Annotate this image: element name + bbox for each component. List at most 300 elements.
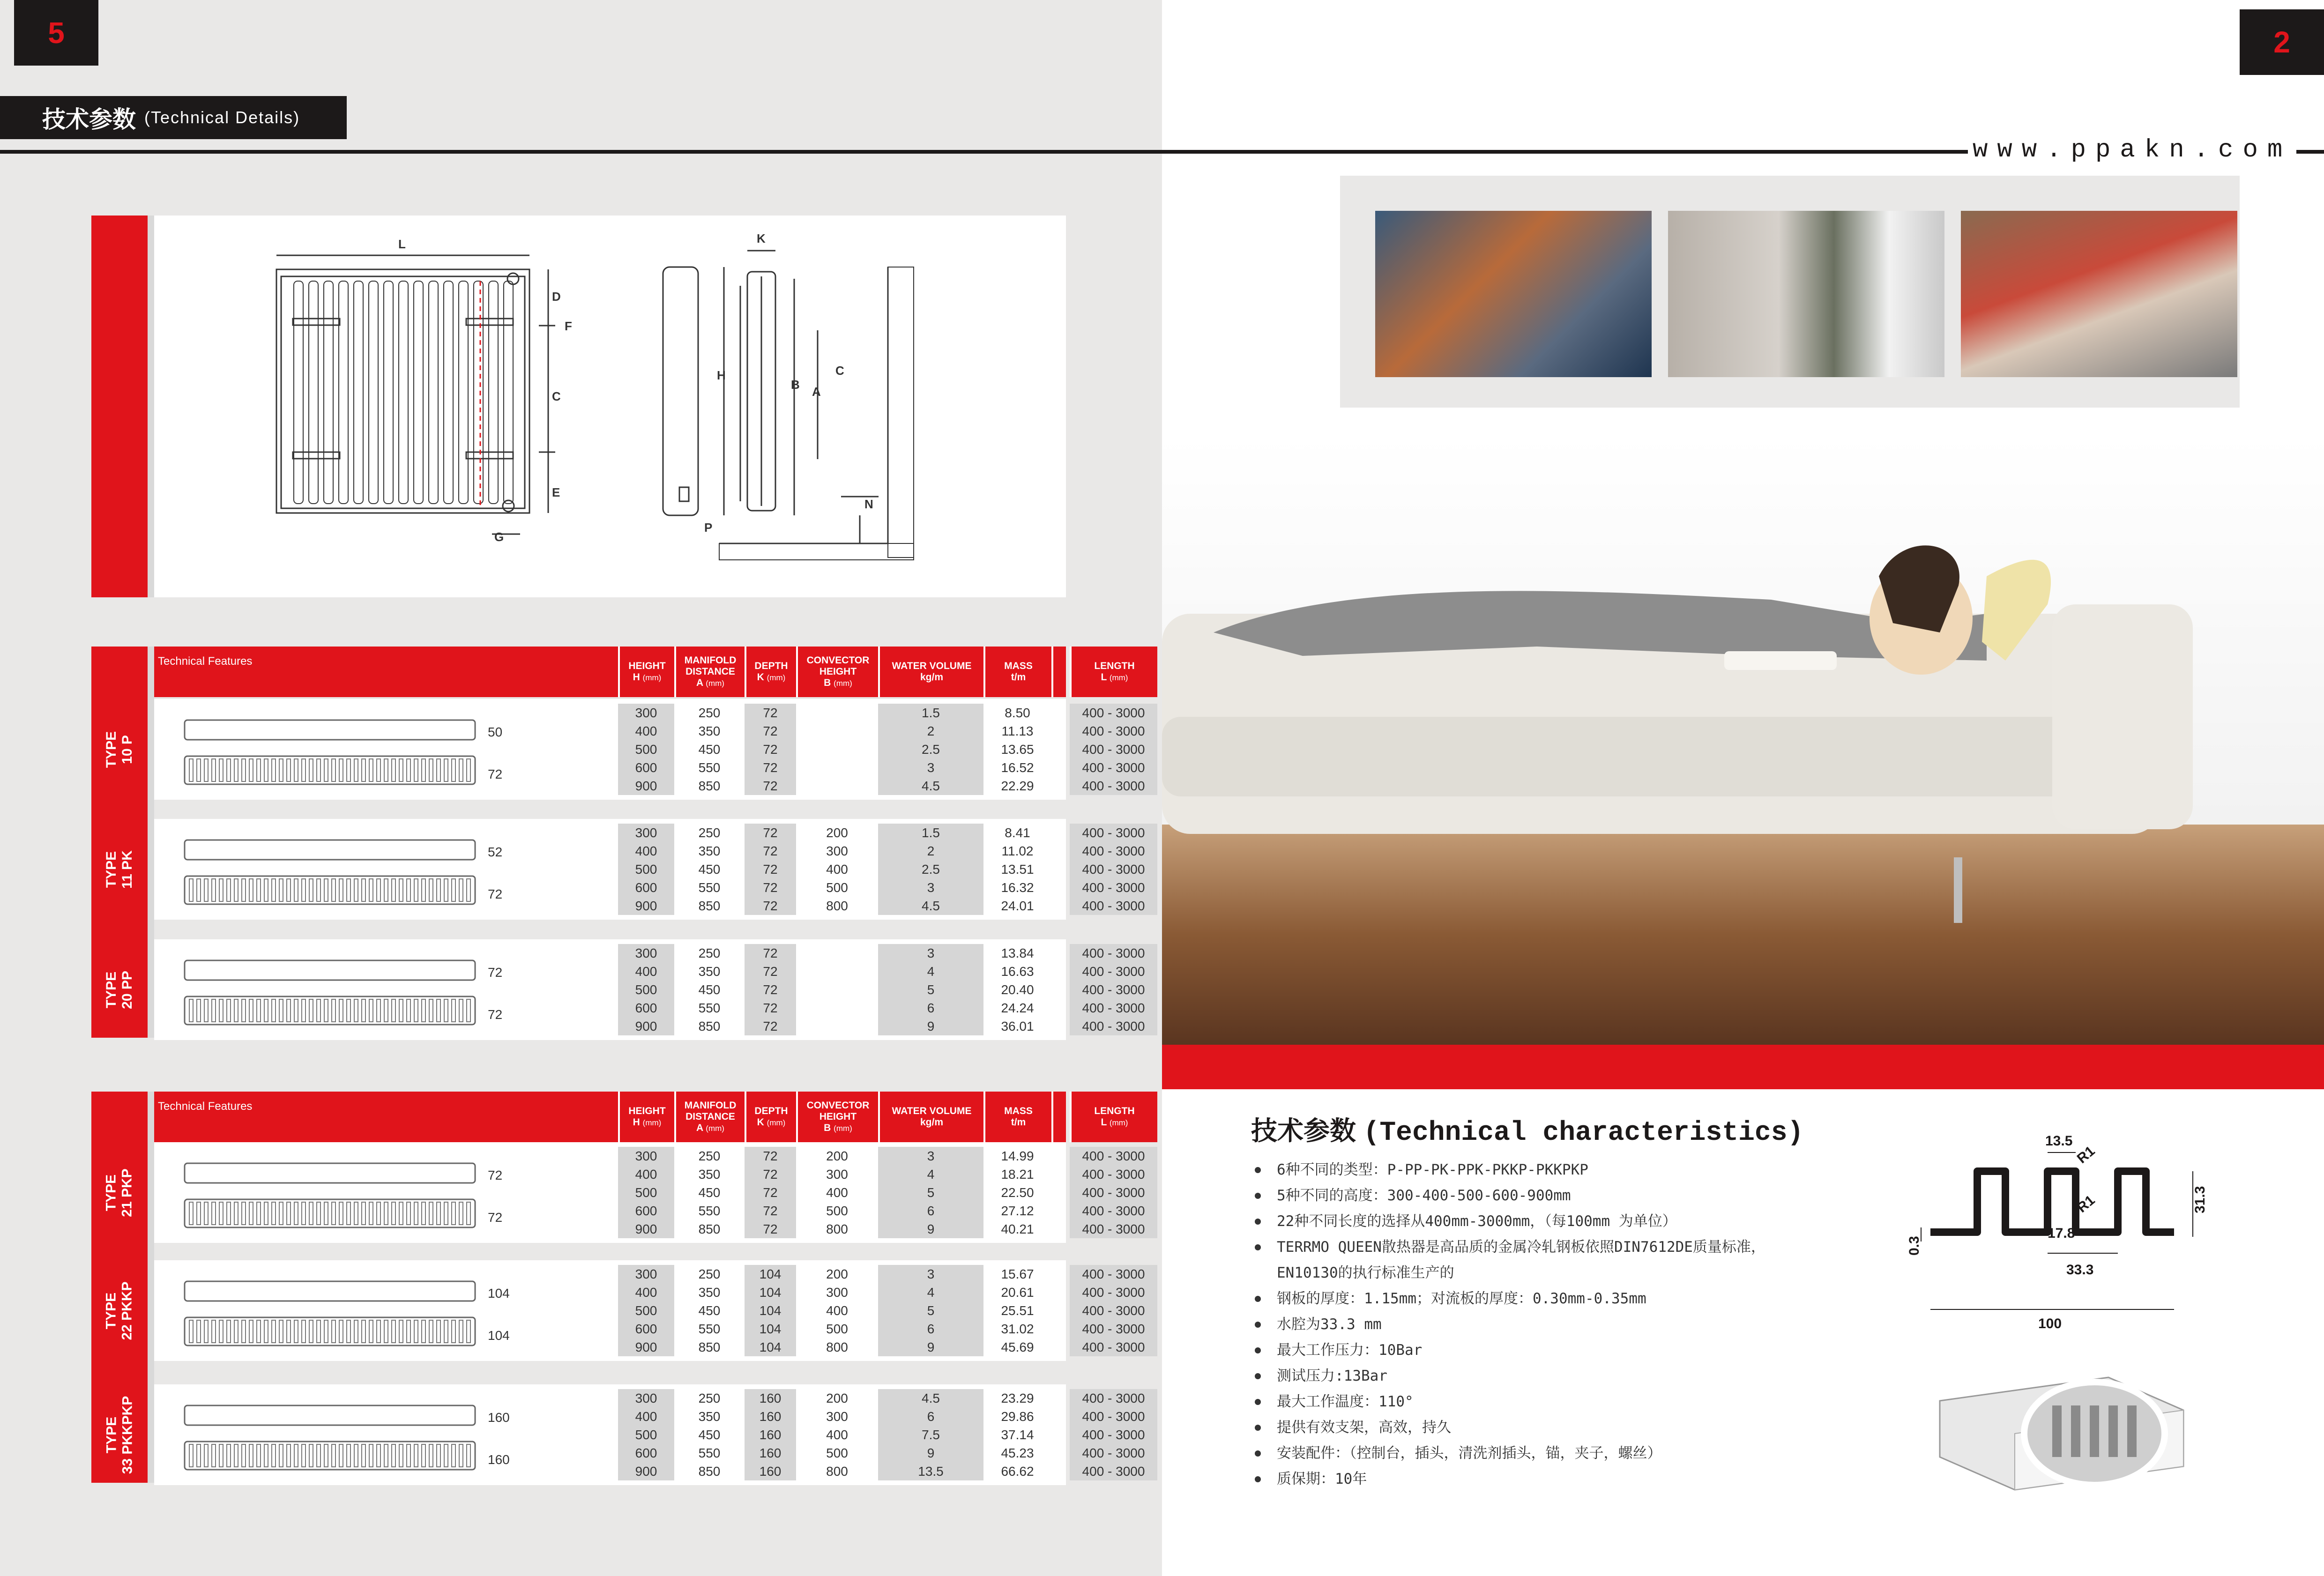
table-cell [796,962,878,981]
dim-label-G: G [494,530,504,544]
table2-grey-col [148,1092,154,1483]
table-cell: 400 - 3000 [1070,704,1157,722]
panel-profile-drawing [1907,1120,2212,1335]
table-cell: 8.50 [1005,705,1030,720]
table-cell: 13.51 [1001,862,1034,877]
col-unit-letter: t/m [1011,1117,1026,1128]
table-cell: 550 [698,1445,721,1460]
list-item: 最大工作温度：110° [1251,1389,1954,1415]
red-accent-strip [1162,1045,2324,1089]
table-cell: 400 - 3000 [1070,1338,1157,1356]
table-cell: 300 [618,1147,674,1165]
table-cell: 72 [745,999,796,1017]
table1-header [154,647,1066,697]
table-cell: 400 [618,1407,674,1426]
table-cell: 1.5 [878,704,983,722]
col-unit-letter: t/m [1011,672,1026,683]
table-cell: 850 [698,1464,721,1479]
table-cell: 900 [618,1462,674,1480]
technical-features-label: Technical Features [158,655,253,668]
table-cell: 4 [878,1283,983,1301]
type-group [154,819,1145,920]
table-cell: 6 [878,999,983,1017]
col-title: MASS [1004,661,1033,671]
front-view [276,255,555,534]
type-group [154,699,1145,800]
table-cell: 250 [698,1390,721,1405]
table-cell: 400 [618,722,674,740]
table-cell: 250 [698,1266,721,1281]
col-title: HEIGHT [628,660,666,671]
table-cell: 72 [745,1220,796,1238]
table-cell: 6 [878,1202,983,1220]
table-cell: 350 [698,1285,721,1300]
profile-dim-r1a: R1 [2074,1143,2098,1167]
col-height [618,1092,674,1142]
list-item: TERRMO QUEEN散热器是高品质的金属冷轧钢板依照DIN7612DE质量标准， [1251,1234,1954,1260]
table-cell: 850 [698,898,721,913]
table-row [154,999,1145,1017]
section-header [0,96,347,139]
col-unit-letter: H [633,671,640,683]
list-item: 测试压力:13Bar [1251,1363,1954,1389]
table-cell: 550 [698,1321,721,1336]
type-label-text: TYPE 11 PK [103,850,135,889]
table-cell: 400 - 3000 [1070,722,1157,740]
profile-dim-r1b: R1 [2074,1192,2098,1216]
type-label [91,1384,148,1485]
col-length [1070,1092,1157,1142]
col-unit-letter: kg/m [920,672,943,683]
header-title-en: (Technical Details) [144,108,300,127]
table-cell: 24.01 [1001,898,1034,913]
table-row [154,962,1145,981]
table-cell: 500 [618,860,674,878]
depth-dim-top: 72 [488,1168,503,1182]
table-cell: 2.5 [878,860,983,878]
table-cell [796,944,878,962]
dim-label-H: H [717,368,726,382]
dim-label-K: K [757,231,766,245]
col-height [618,647,674,697]
table-row [154,842,1145,860]
col-title: HEIGHT [628,1105,666,1116]
type-label-text: TYPE 22 PKKP [104,1281,135,1340]
table-cell: 900 [618,1338,674,1356]
table-cell: 350 [698,723,721,738]
table-cell: 72 [745,842,796,860]
col-unit-letter: K [757,1116,764,1128]
table-cell: 16.32 [1001,880,1034,895]
col-convector [796,647,878,697]
col-title: MANIFOLD DISTANCE [684,1100,737,1122]
dimension-diagram-panel [91,216,1066,597]
table-cell: 500 [826,1321,848,1336]
table-cell: 72 [745,1165,796,1183]
col-title: MANIFOLD DISTANCE [684,654,737,677]
table-cell [796,758,878,777]
col-unit: (mm) [767,1118,786,1127]
table-cell: 160 [745,1389,796,1407]
table-cell: 250 [698,1148,721,1163]
table-row [154,1407,1145,1426]
table-row [154,740,1145,758]
table-row [154,981,1145,999]
table-cell: 400 - 3000 [1070,878,1157,897]
type-group [154,1260,1145,1361]
table-cell: 72 [745,962,796,981]
table-cell: 40.21 [1001,1221,1034,1236]
list-item: 质保期：10年 [1251,1466,1954,1492]
col-title: DEPTH [754,660,788,671]
table-cell: 16.52 [1001,760,1034,775]
col-unit: (mm) [706,678,724,688]
table-cell: 24.24 [1001,1000,1034,1015]
table-cell: 13.5 [878,1462,983,1480]
table-cell: 850 [698,1221,721,1236]
table-cell: 400 - 3000 [1070,1165,1157,1183]
depth-dim-top: 72 [488,965,503,980]
table-cell: 36.01 [1001,1018,1034,1033]
table-row [154,1389,1145,1407]
table-cell: 400 - 3000 [1070,1426,1157,1444]
table-cell: 250 [698,945,721,960]
col-unit-letter: H [633,1116,640,1128]
table-cell: 900 [618,1220,674,1238]
table-cell: 4 [878,1165,983,1183]
table-cell: 900 [618,897,674,915]
table-row [154,1202,1145,1220]
col-convector [796,1092,878,1142]
table-cell: 37.14 [1001,1427,1034,1442]
table-cell: 450 [698,1427,721,1442]
col-water-volume [878,1092,983,1142]
table-row [154,1338,1145,1356]
table-cell: 500 [618,1426,674,1444]
table-cell: 200 [826,825,848,840]
table-cell: 600 [618,878,674,897]
depth-dim-top: 104 [488,1286,510,1301]
table-row [154,860,1145,878]
spec-table-2 [91,1092,1145,1483]
depth-dim-top: 52 [488,845,503,859]
table-cell [796,777,878,795]
table-cell [796,722,878,740]
table-row [154,824,1145,842]
table-cell: 5 [878,1183,983,1202]
table-cell: 250 [698,825,721,840]
table-cell: 72 [745,1147,796,1165]
table-cell: 400 [618,1165,674,1183]
table-cell: 350 [698,964,721,979]
table-cell [796,999,878,1017]
table-cell: 600 [618,1202,674,1220]
table-row [154,1462,1145,1480]
table-cell: 22.50 [1001,1185,1034,1200]
table-cell: 400 - 3000 [1070,944,1157,962]
table-cell: 400 - 3000 [1070,1301,1157,1320]
page-number-left: 5 [14,0,98,66]
table-row [154,1183,1145,1202]
factory-photos-box [1340,176,2240,408]
table-cell: 300 [826,1409,848,1424]
table-cell: 8.41 [1005,825,1030,840]
header-title-zh: 技术参数 [42,106,136,133]
dim-label-N: N [864,497,873,511]
type-label-text: TYPE 33 PKKPKP [104,1396,135,1474]
table-cell: 3 [878,878,983,897]
table-cell: 3 [878,944,983,962]
col-title: CONVECTOR HEIGHT [806,654,870,677]
table-row [154,1165,1145,1183]
type-label [91,819,148,920]
table-cell: 400 [826,1303,848,1318]
table-row [154,1301,1145,1320]
table-cell: 300 [826,1167,848,1182]
table-cell: 5 [878,981,983,999]
table-row [154,704,1145,722]
table-cell: 23.29 [1001,1390,1034,1405]
col-unit: (mm) [767,673,786,682]
col-title: MASS [1004,1106,1033,1116]
col-title: WATER VOLUME [892,661,972,671]
table-cell: 5 [878,1301,983,1320]
tech-char-title-zh: 技术参数 [1251,1116,1356,1145]
table-cell: 72 [745,722,796,740]
table-cell: 72 [745,758,796,777]
dim-label-F: F [565,319,572,333]
sofa-illustration [1162,436,2324,1045]
table-row [154,1444,1145,1462]
dim-label-D: D [552,290,561,304]
table-cell: 400 - 3000 [1070,740,1157,758]
table-cell: 800 [826,1221,848,1236]
profile-dim-right: 31.3 [2192,1186,2208,1213]
factory-photo-3 [1961,211,2237,377]
table-row [154,1265,1145,1283]
table-row [154,1426,1145,1444]
depth-dim-bottom: 160 [488,1452,510,1467]
table-cell: 6 [878,1407,983,1426]
table-cell: 72 [745,740,796,758]
depth-dim-bottom: 72 [488,767,503,781]
table-cell: 850 [698,1339,721,1354]
table-cell: 400 - 3000 [1070,1444,1157,1462]
type-group [154,939,1145,1040]
table-cell: 400 - 3000 [1070,1389,1157,1407]
table-cell: 29.86 [1001,1409,1034,1424]
table-cell: 550 [698,760,721,775]
table-cell: 300 [618,1389,674,1407]
type-group [154,1384,1145,1485]
table-row [154,1220,1145,1238]
table-cell: 11.02 [1001,843,1034,858]
factory-photo-1 [1375,211,1652,377]
table-row [154,1017,1145,1035]
list-item: 22种不同长度的选择从400mm-3000mm，（每100mm 为单位） [1251,1209,1954,1234]
table-cell: 800 [826,898,848,913]
table-cell: 450 [698,1185,721,1200]
table-cell: 400 - 3000 [1070,981,1157,999]
table-cell: 45.23 [1001,1445,1034,1460]
table-cell: 600 [618,999,674,1017]
dim-label-B: B [791,378,800,392]
table-cell: 14.99 [1001,1148,1034,1163]
table-cell: 500 [618,1301,674,1320]
col-unit: (mm) [1109,673,1128,682]
table-cell: 9 [878,1017,983,1035]
table-cell: 6 [878,1320,983,1338]
dimension-drawing [91,216,1066,597]
profile-dim-mid: 17.8 [2048,1226,2075,1241]
table-cell [796,704,878,722]
table-cell: 600 [618,1444,674,1462]
table-cell: 72 [745,824,796,842]
list-item: 钢板的厚度：1.15mm；对流板的厚度：0.30mm-0.35mm [1251,1286,1954,1312]
col-depth [745,1092,796,1142]
table-cell: 400 [826,1185,848,1200]
depth-dim-bottom: 72 [488,1007,503,1022]
table-cell: 72 [745,944,796,962]
col-unit: (mm) [642,673,662,682]
col-unit-letter: B [824,1122,831,1133]
table-cell: 200 [826,1390,848,1405]
table-row [154,1283,1145,1301]
table-cell: 3 [878,1265,983,1283]
dim-label-C: C [552,389,561,403]
table-cell: 104 [745,1338,796,1356]
table-row [154,944,1145,962]
dim-label-L: L [398,237,406,251]
table-cell: 350 [698,1409,721,1424]
table-cell: 31.02 [1001,1321,1034,1336]
table-row [154,1320,1145,1338]
type-label-text: TYPE 21 PKP [103,1168,135,1217]
col-mass [983,1092,1051,1142]
col-unit-letter: kg/m [920,1117,943,1128]
list-item: 5种不同的高度：300-400-500-600-900mm [1251,1183,1954,1209]
table-cell: 400 - 3000 [1070,1017,1157,1035]
table-cell: 550 [698,1203,721,1218]
table-cell: 400 - 3000 [1070,1147,1157,1165]
tech-char-title [1251,1110,1803,1148]
col-title: WATER VOLUME [892,1106,972,1116]
col-unit: (mm) [834,678,852,688]
table-cell: 300 [618,944,674,962]
type-label [91,939,148,1040]
depth-dim-top: 160 [488,1410,510,1425]
table2-header [154,1092,1066,1142]
dim-label-P: P [704,520,713,535]
table-cell: 300 [618,1265,674,1283]
col-water-volume [878,647,983,697]
table-cell: 400 - 3000 [1070,1407,1157,1426]
side-view [663,251,888,543]
table-cell: 400 - 3000 [1070,824,1157,842]
table-cell: 800 [826,1339,848,1354]
table-cell: 72 [745,1183,796,1202]
table-row [154,722,1145,740]
col-manifold [674,647,745,697]
table-cell [796,1017,878,1035]
factory-photo-2 [1668,211,1944,377]
type-label [91,699,148,800]
table-row [154,878,1145,897]
table-cell: 400 - 3000 [1070,1462,1157,1480]
table-cell: 550 [698,880,721,895]
table-cell: 104 [745,1320,796,1338]
table-cell: 400 - 3000 [1070,1220,1157,1238]
table-cell: 4.5 [878,897,983,915]
table-cell: 66.62 [1001,1464,1034,1479]
depth-dim-bottom: 72 [488,887,503,901]
table-cell: 72 [745,897,796,915]
table-cell: 72 [745,1017,796,1035]
col-length [1070,647,1157,697]
table-cell: 13.84 [1001,945,1034,960]
table-cell: 160 [745,1426,796,1444]
table-cell: 400 - 3000 [1070,1183,1157,1202]
table-row [154,1147,1145,1165]
table-cell: 900 [618,777,674,795]
col-title: DEPTH [754,1105,788,1116]
table-cell: 400 - 3000 [1070,1283,1157,1301]
table-cell: 450 [698,982,721,997]
col-unit-letter: A [696,677,703,688]
col-unit: (mm) [1109,1118,1128,1127]
table-cell: 160 [745,1407,796,1426]
table-cell: 300 [618,824,674,842]
table-cell: 400 - 3000 [1070,777,1157,795]
type-label-text: TYPE 20 PP [103,970,135,1009]
col-unit-letter: L [1101,1116,1107,1128]
dim-label-C-side: C [835,364,844,378]
table-cell: 400 - 3000 [1070,860,1157,878]
table-cell: 7.5 [878,1426,983,1444]
table-cell: 500 [618,1183,674,1202]
table-cell: 500 [826,1203,848,1218]
col-title: LENGTH [1094,660,1135,671]
table-cell [796,740,878,758]
table-cell: 200 [826,1266,848,1281]
table-cell: 11.13 [1001,723,1034,738]
table-cell: 400 [618,962,674,981]
col-depth [745,647,796,697]
table-cell: 500 [618,981,674,999]
dim-label-E: E [552,485,560,499]
panel-cutaway-illustration [1930,1373,2193,1494]
table-cell: 200 [826,1148,848,1163]
hero-photo-sofa [1162,436,2324,1045]
table-cell: 2 [878,722,983,740]
technical-features-label: Technical Features [158,1100,253,1113]
brick-wall [719,267,914,560]
table-cell: 72 [745,777,796,795]
table-cell: 27.12 [1001,1203,1034,1218]
table-cell: 72 [745,704,796,722]
table-cell: 600 [618,758,674,777]
table-cell: 3 [878,1147,983,1165]
table-cell: 500 [826,880,848,895]
table-cell: 72 [745,878,796,897]
type-label [91,1260,148,1361]
list-item: 提供有效支架，高效，持久 [1251,1415,1954,1441]
col-manifold [674,1092,745,1142]
table-cell: 400 [618,1283,674,1301]
depth-dim-bottom: 72 [488,1210,503,1225]
col-unit-letter: B [824,677,831,688]
table-cell: 850 [698,778,721,793]
